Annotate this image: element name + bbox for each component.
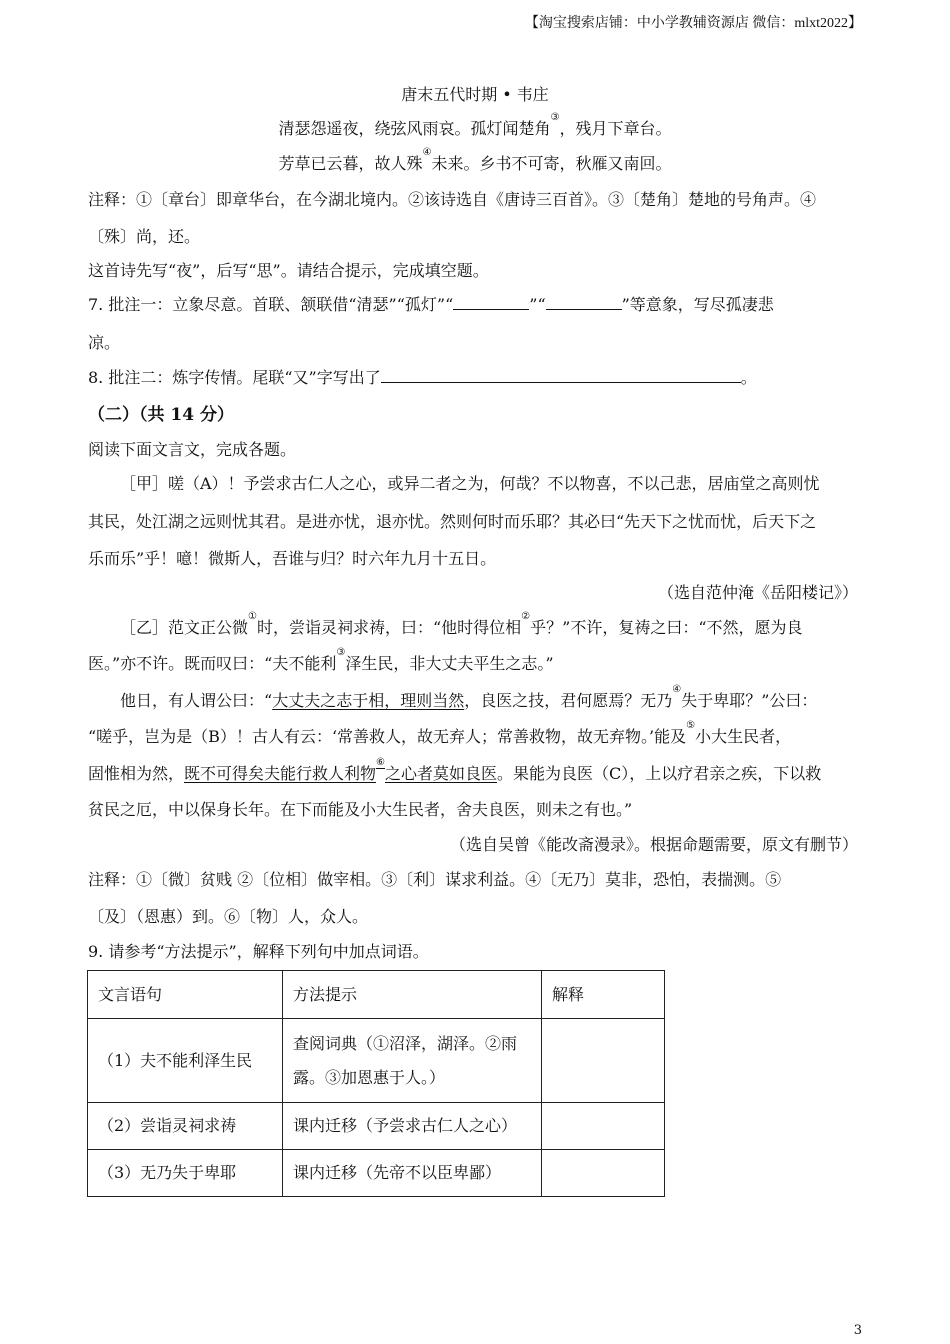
question-7: 7. 批注一：立象尽意。首联、颔联借“清瑟”“孤灯”“ ”“ ”等意象，写尽孤凄悲 [88, 295, 774, 314]
poem-line-1: 清瑟怨遥夜，绕弦风雨哀。孤灯闻楚角③，残月下章台。 [278, 112, 672, 138]
poem-author-line: 唐末五代时期 • 韦庄 [401, 85, 549, 104]
sentence-cell: （3）无乃失于卑耶 [88, 1150, 283, 1197]
sentence-cell: （1）夫不能利泽生民 [88, 1019, 283, 1103]
answer-blank[interactable] [453, 295, 529, 310]
table-header-cell: 文言语句 [88, 971, 283, 1019]
answer-blank[interactable] [381, 368, 741, 383]
poem-question-intro: 这首诗先写“夜”，后写“思”。请结合提示，完成填空题。 [88, 261, 489, 280]
question-7-cont: 凉。 [88, 333, 121, 352]
passage-yi-p2-line-3: 固惟相为然，既不可得矣夫能行救人利物⑥之心者莫如良医。果能为良医（C），上以疗君亲之疾，下以救 [88, 757, 822, 783]
passage-jia-line-1: ［甲］嗟（A）！予尝求古仁人之心，或异二者之为，何哉？不以物喜，不以己悲，居庙堂之高则忧 [120, 474, 820, 493]
underlined-phrase: 既不可得矣夫能行救人利物 [184, 764, 377, 783]
table-header-row [88, 971, 665, 1019]
reading-intro: 阅读下面文言文，完成各题。 [88, 440, 297, 459]
table-row [88, 1150, 665, 1197]
passage-yi-p2-line-1: 他日，有人谓公曰：“大丈夫之志于相，理则当然，良医之技，君何愿焉？无乃④失于卑耶？”公曰： [120, 684, 818, 710]
answer-cell[interactable] [542, 1103, 665, 1150]
poem-line-2: 芳草已云暮，故人殊④未来。乡书不可寄，秋雁又南回。 [278, 147, 672, 173]
answer-cell[interactable] [542, 1019, 665, 1103]
question-9: 9. 请参考“方法提示”，解释下列句中加点词语。 [88, 942, 429, 961]
table-row [88, 1019, 665, 1103]
underlined-phrase: 之心者莫如良医 [385, 764, 498, 783]
passage-yi-p2-line-2: “嗟乎，岂为是（B）！古人有云：‘常善救人，故无弃人；常善救物，故无弃物。’能及⑤小大生民者， [88, 720, 792, 746]
table-row [88, 1103, 665, 1150]
passage-jia-line-3: 乐而乐”乎！噫！微斯人，吾谁与归？时六年九月十五日。 [88, 549, 497, 568]
notes-1-line-2: 〔殊〕尚，还。 [88, 227, 201, 246]
page-header: 【淘宝搜索店铺：中小学教辅资源店 微信：mlxt2022】 [524, 16, 862, 31]
table-header-cell: 解释 [542, 971, 665, 1019]
hint-cell: 查阅词典（①沼泽，湖泽。②雨 露。③加恩惠于人。） [283, 1019, 542, 1103]
passage-yi-source: （选自吴曾《能改斋漫录》。根据命题需要，原文有删节） [449, 835, 858, 854]
page-number: 3 [853, 1323, 862, 1338]
passage-jia-source: （选自范仲淹《岳阳楼记》） [657, 583, 858, 602]
answer-blank[interactable] [546, 295, 622, 310]
passage-jia-line-2: 其民，处江湖之远则忧其君。是进亦忧，退亦忧。然则何时而乐耶？其必曰“先天下之忧而忧，后天下之 [88, 512, 817, 531]
section-heading: （二）（共 14 分） [88, 405, 234, 425]
passage-yi-p2-line-4: 贫民之厄，中以保身长年。在下而能及小大生民者，舍夫良医，则未之有也。” [88, 800, 633, 819]
notes-2-line-1: 注释：①〔微〕贫贱 ②〔位相〕做宰相。③〔利〕谋求利益。④〔无乃〕莫非，恐怕，表揣测。⑤ [88, 870, 782, 889]
passage-yi-line-1: ［乙］范文正公微①时，尝诣灵祠求祷，曰：“他时得位相②乎？”不许，复祷之曰：“不然，愿为良 [120, 611, 803, 637]
sentence-cell: （2）尝诣灵祠求祷 [88, 1103, 283, 1150]
table-header-cell: 方法提示 [283, 971, 542, 1019]
underlined-phrase: 大丈夫之志于相，理则当然 [272, 691, 465, 710]
answer-cell[interactable] [542, 1150, 665, 1197]
passage-yi-line-2: 医。”亦不许。既而叹曰：“夫不能利③泽生民，非大丈夫平生之志。” [88, 647, 554, 673]
answer-table [87, 970, 665, 1197]
hint-cell: 课内迁移（先帝不以臣卑鄙） [283, 1150, 542, 1197]
notes-2-line-2: 〔及〕（恩惠）到。⑥〔物〕人，众人。 [88, 907, 369, 926]
notes-1-line-1: 注释：①〔章台〕即章华台，在今湖北境内。②该诗选自《唐诗三百首》。③〔楚角〕楚地的号角声。④ [88, 190, 817, 209]
question-8: 8. 批注二：炼字传情。尾联“又”字写出了 。 [88, 368, 757, 387]
hint-cell: 课内迁移（予尝求古仁人之心） [283, 1103, 542, 1150]
